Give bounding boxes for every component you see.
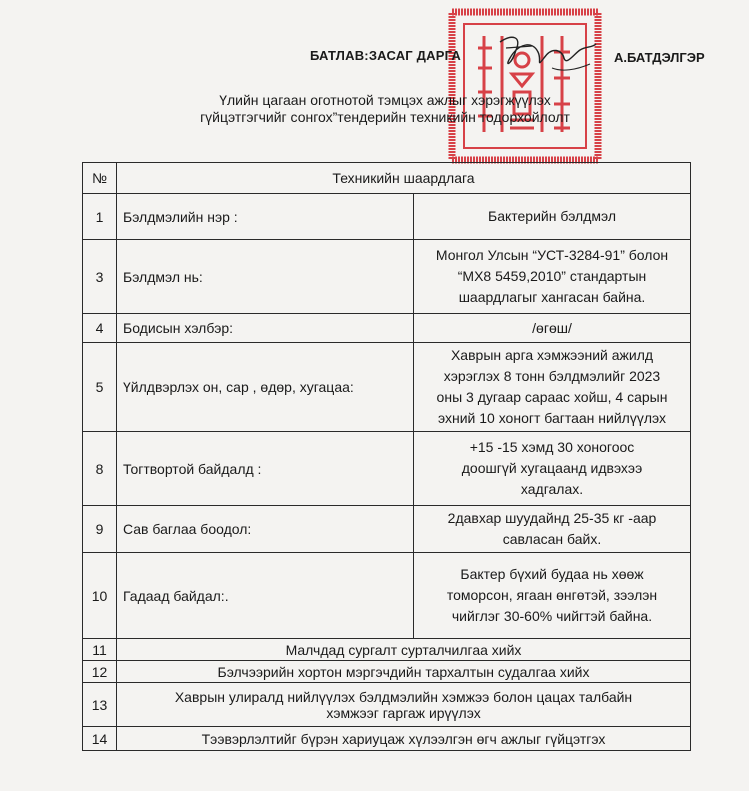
table-row	[83, 683, 691, 727]
header-requirement: Техникийн шаардлага	[117, 163, 691, 194]
title-line-1: Үлийн цагаан оготнотой тэмцэх ажлыг хэрэгжүүлэх	[219, 92, 551, 108]
row-text: Бэлчээрийн хортон мэргэчдийн тархалтын судалгаа хийх	[117, 661, 691, 683]
row-number: 14	[83, 727, 117, 751]
row-value: Бактерийн бэлдмэл	[414, 194, 691, 240]
row-text: Малчдад сургалт сурталчилгаа хийх	[117, 639, 691, 661]
document-title	[150, 92, 620, 126]
row-value	[414, 432, 691, 506]
value-line: 2давхар шуудайнд 25-35 кг -аар	[447, 510, 657, 526]
value-line: Хаврын арга хэмжээний ажилд	[450, 347, 654, 363]
row-value	[414, 506, 691, 553]
table-row	[83, 432, 691, 506]
technical-spec-table	[82, 162, 691, 751]
value-line: доошгүй хугацаанд идвэхээ	[461, 460, 643, 476]
table-row	[83, 727, 691, 751]
value-line: оны 3 дугаар сараас хойш, 4 сарын	[436, 389, 668, 405]
row-label: Сав баглаа боодол:	[117, 506, 414, 553]
value-line: томорсон, ягаан өнгөтэй, зээлэн	[446, 587, 658, 603]
header-no: №	[83, 163, 117, 194]
table-row	[83, 553, 691, 639]
row-value: /өгөш/	[414, 314, 691, 343]
row-number: 11	[83, 639, 117, 661]
row-label: Бэлдмэл нь:	[117, 240, 414, 314]
row-label: Бодисын хэлбэр:	[117, 314, 414, 343]
text-line: хэмжээг гаргаж ирүүлэх	[326, 704, 481, 721]
value-line: шаардлагыг хангасан байна.	[458, 289, 646, 305]
table-row	[83, 194, 691, 240]
table-row	[83, 661, 691, 683]
row-label: Гадаад байдал:.	[117, 553, 414, 639]
row-text	[117, 683, 691, 727]
row-number: 3	[83, 240, 117, 314]
value-line: эхний 10 хоногт багтаан нийлүүлэх	[438, 410, 666, 426]
table-header-row	[83, 163, 691, 194]
row-value	[414, 553, 691, 639]
signature	[492, 28, 602, 88]
row-number: 12	[83, 661, 117, 683]
text-line: Хаврын улиралд нийлүүлэх бэлдмэлийн хэмжээ болон цацах талбайн	[174, 688, 633, 705]
table-row	[83, 343, 691, 432]
row-value	[414, 343, 691, 432]
row-label: Бэлдмэлийн нэр :	[117, 194, 414, 240]
table-row	[83, 314, 691, 343]
row-number: 8	[83, 432, 117, 506]
row-number: 5	[83, 343, 117, 432]
approver-name: А.БАТДЭЛГЭР	[614, 50, 705, 65]
value-line: Бактер бүхий будаа нь хөөж	[460, 566, 644, 582]
row-value	[414, 240, 691, 314]
value-line: савласан байх.	[502, 531, 602, 547]
row-number: 13	[83, 683, 117, 727]
row-number: 10	[83, 553, 117, 639]
approve-label: БАТЛАВ:ЗАСАГ ДАРГА	[310, 48, 461, 63]
title-line-2: гүйцэтгэгчийг сонгох”тендерийн техникийн тодорхойлолт	[200, 109, 570, 125]
table-row	[83, 506, 691, 553]
row-number: 1	[83, 194, 117, 240]
value-line: хадгалах.	[520, 481, 584, 497]
value-line: чийглэг 30-60% чийгтэй байна.	[451, 608, 653, 624]
value-line: “МХ8 5459,2010” стандартын	[457, 268, 647, 284]
table-row	[83, 240, 691, 314]
row-number: 9	[83, 506, 117, 553]
row-label: Үйлдвэрлэх он, сар , өдөр, хугацаа:	[117, 343, 414, 432]
value-line: хэрэглэх 8 тонн бэлдмэлийг 2023	[443, 368, 661, 384]
row-text: Тээвэрлэлтийг бүрэн хариуцаж хүлээлгэн өгч ажлыг гүйцэтгэх	[117, 727, 691, 751]
table-row	[83, 639, 691, 661]
value-line: +15 -15 хэмд 30 хоногоос	[469, 439, 635, 455]
row-label: Тогтвортой байдалд :	[117, 432, 414, 506]
row-number: 4	[83, 314, 117, 343]
value-line: Монгол Улсын “УСТ-3284-91” болон	[435, 247, 669, 263]
